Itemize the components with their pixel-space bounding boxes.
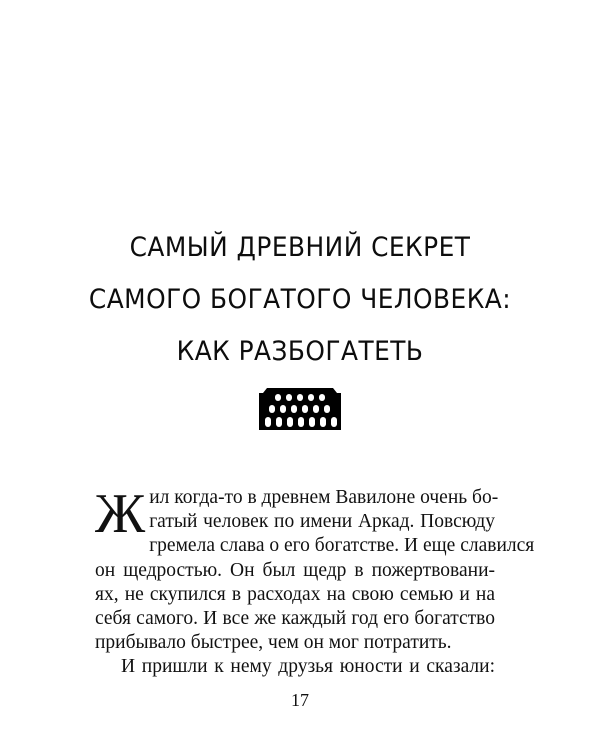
drop-cap: Ж: [95, 483, 146, 545]
body-line: И пришли к нему друзья юности и сказали:: [121, 656, 495, 678]
chapter-title-line: САМЫЙ ДРЕВНИЙ СЕКРЕТ: [129, 232, 471, 263]
body-line: ях, не скупился в расходах на свою семью и на: [95, 583, 495, 605]
body-paragraph: [95, 483, 535, 680]
body-line: себя самого. И все же каждый год его богатство: [95, 607, 495, 629]
chapter-title-line: КАК РАЗБОГАТЕТЬ: [176, 336, 424, 367]
body-line: гремела слава о его богатстве. И еще славился: [149, 535, 535, 557]
page-number: 17: [291, 690, 309, 710]
chapter-title-line: САМОГО БОГАТОГО ЧЕЛОВЕКА:: [88, 284, 512, 315]
body-line: он щедростью. Он был щедр в пожертвовани-: [95, 559, 495, 581]
body-line: гатый человек по имени Аркад. Повсюду: [149, 511, 495, 533]
body-line: ил когда-то в древнем Вавилоне очень бо-: [149, 487, 499, 508]
chapter-title: [79, 222, 521, 378]
colosseum-icon: [255, 380, 345, 430]
body-line: прибывало быстрее, чем он мог потратить.: [95, 632, 452, 654]
